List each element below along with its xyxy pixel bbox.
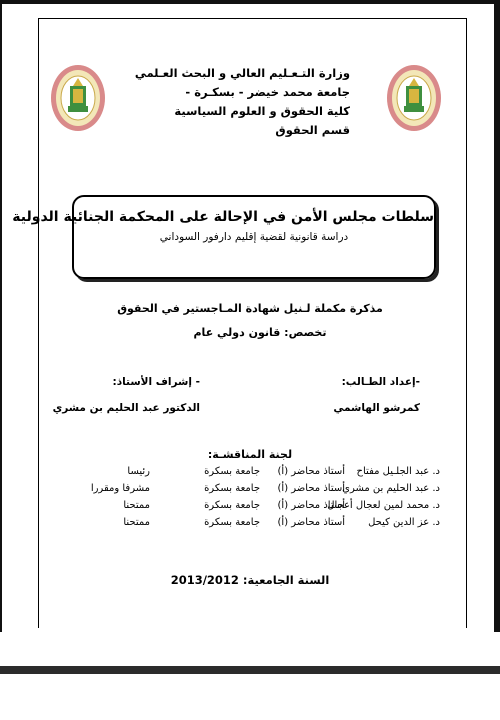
committee-row (60, 517, 440, 534)
university-line: جامعة محمد خيضر - بسكـرة - (185, 85, 350, 99)
faculty-line: كلية الحقوق و العلوم السياسية (174, 104, 350, 118)
left-border (0, 0, 2, 632)
prepared-by-label: -إعداد الطـالب: (341, 376, 420, 388)
committee-row (60, 483, 440, 500)
memo-description: مذكرة مكملة لـنيل شهادة المـاجستير في الحقوق (117, 302, 383, 315)
member-rank: أستاذ محاضر (أ) (277, 517, 345, 528)
student-name: كمرشو الهاشمي (333, 402, 420, 414)
thesis-subtitle: دراسة قانونية لقضية إقليم دارفور السوداني (159, 231, 349, 243)
university-emblem-left-icon (50, 64, 106, 132)
institution-header (134, 64, 350, 140)
member-name: د. عز الدين كيحل (368, 517, 440, 528)
member-rank: أستاذ محاضر (أ) (277, 483, 345, 494)
supervisor-name: الدكتور عبد الحليم بن مشري (52, 402, 200, 414)
member-role: رئيسا (127, 466, 150, 477)
inner-frame-top (38, 18, 467, 19)
department-line: قسم الحقوق (275, 123, 350, 137)
committee-title: لجنة المناقشـة: (207, 448, 293, 461)
member-rank: أستاذ محاضر (أ) (277, 500, 345, 511)
committee-row (60, 500, 440, 517)
right-border (494, 0, 500, 632)
ministry-line: وزارة التـعـليم العالي و البحث العـلمي (134, 66, 350, 80)
top-border (0, 0, 500, 4)
member-name: د. عبد الجلـيل مفتاح (356, 466, 440, 477)
thesis-title: سلطات مجلس الأمن في الإحالة على المحكمة الجنائية الدولية (12, 209, 434, 225)
member-role: ممتحنا (123, 517, 150, 528)
member-university: جامعة بسكرة (204, 466, 260, 477)
member-university: جامعة بسكرة (204, 483, 260, 494)
bottom-divider (0, 666, 500, 674)
inner-frame-right (466, 18, 467, 628)
supervised-by-label: - إشراف الأستاذ: (112, 376, 200, 388)
member-name: د. عبد الحليم بن مشري (342, 483, 440, 494)
member-university: جامعة بسكرة (204, 517, 260, 528)
thesis-title-box (12, 195, 436, 279)
member-role: ممتحنا (123, 500, 150, 511)
member-name: د. محمد لمين لعجال أعجال (327, 500, 440, 511)
academic-year: السنة الجامعية: 2013/2012 (170, 573, 330, 587)
member-university: جامعة بسكرة (204, 500, 260, 511)
member-rank: أستاذ محاضر (أ) (277, 466, 345, 477)
inner-frame-left (38, 18, 39, 628)
specialization: تخصص: قانون دولي عام (193, 326, 327, 339)
member-role: مشرفا ومقررا (90, 483, 150, 494)
committee-row (60, 466, 440, 483)
committee-table (60, 466, 440, 534)
university-emblem-right-icon (386, 64, 442, 132)
